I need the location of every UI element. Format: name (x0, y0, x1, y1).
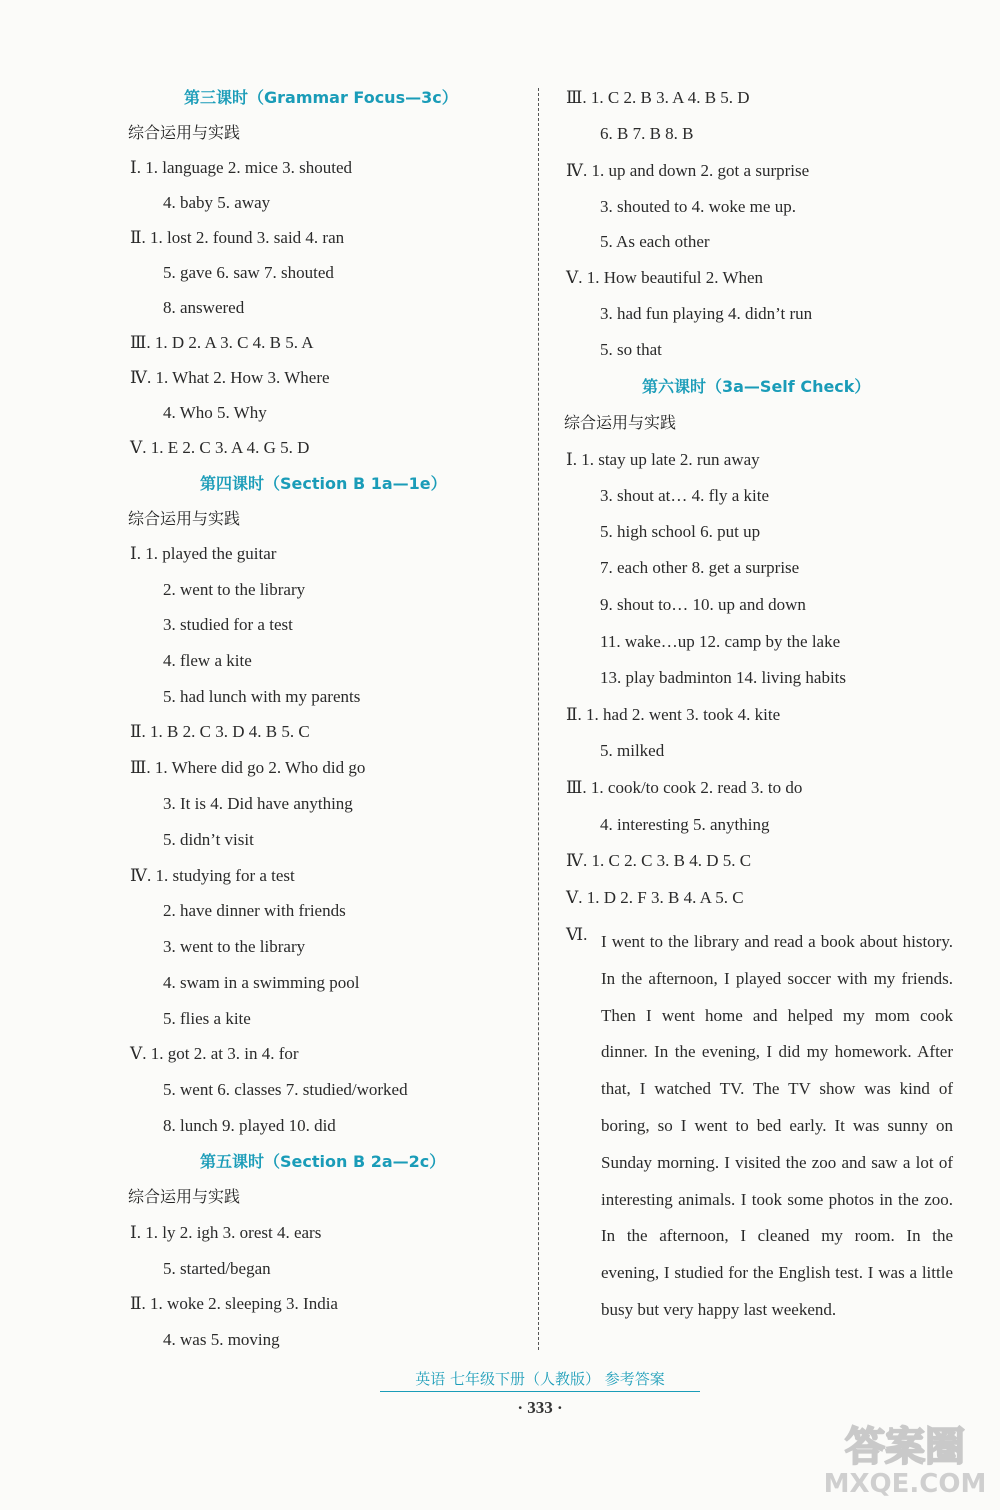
sub-heading: 综合运用与实践 (564, 413, 677, 432)
section-heading: 第六课时（3a—Self Check） (642, 377, 871, 396)
section-heading: 第三课时（Grammar Focus—3c） (184, 88, 458, 107)
watermark-bottom: MXQE.COM (823, 1469, 987, 1499)
answer-line: Ⅲ. 1. D 2. A 3. C 4. B 5. A (130, 333, 314, 352)
answer-line: Ⅵ. (566, 925, 588, 944)
answer-line: Ⅴ. 1. How beautiful 2. When (566, 268, 764, 287)
answer-line: 4. flew a kite (163, 651, 252, 670)
answer-line: 4. was 5. moving (163, 1330, 280, 1349)
answer-line: Ⅳ. 1. C 2. C 3. B 4. D 5. C (566, 851, 752, 870)
section-heading: 第五课时（Section B 2a—2c） (200, 1152, 446, 1171)
answer-line: 11. wake…up 12. camp by the lake (600, 632, 841, 651)
answer-line: 5. flies a kite (163, 1009, 251, 1028)
answer-line: 5. high school 6. put up (600, 522, 761, 541)
answer-line: 5. didn’t visit (163, 830, 254, 849)
footer-caption: 英语 七年级下册（人教版） 参考答案 (380, 1368, 700, 1392)
answer-line: 5. had lunch with my parents (163, 687, 361, 706)
answer-line: 5. so that (600, 340, 662, 359)
answer-line: 3. shout at… 4. fly a kite (600, 486, 770, 505)
answer-line: Ⅴ. 1. E 2. C 3. A 4. G 5. D (130, 438, 310, 457)
page-number: · 333 · (517, 1398, 563, 1417)
answer-line: Ⅴ. 1. got 2. at 3. in 4. for (130, 1044, 299, 1063)
answer-line: Ⅰ. 1. ly 2. igh 3. orest 4. ears (130, 1223, 322, 1242)
answer-line: 3. had fun playing 4. didn’t run (600, 304, 813, 323)
answer-line: 6. B 7. B 8. B (600, 124, 694, 143)
answer-line: 4. swam in a swimming pool (163, 973, 360, 992)
watermark-top: 答案圈 (845, 1424, 965, 1470)
answer-line: 8. lunch 9. played 10. did (163, 1116, 336, 1135)
answer-line: Ⅲ. 1. Where did go 2. Who did go (130, 758, 366, 777)
answer-line: 3. shouted to 4. woke me up. (600, 197, 796, 216)
answer-line: 5. went 6. classes 7. studied/worked (163, 1080, 408, 1099)
answer-line: Ⅱ. 1. woke 2. sleeping 3. India (130, 1294, 338, 1313)
answer-line: 3. went to the library (163, 937, 306, 956)
answer-line: Ⅰ. 1. stay up late 2. run away (566, 450, 760, 469)
answer-line: Ⅱ. 1. B 2. C 3. D 4. B 5. C (130, 722, 310, 741)
answer-line: 7. each other 8. get a surprise (600, 558, 800, 577)
answer-line: 2. went to the library (163, 580, 306, 599)
answer-line: Ⅳ. 1. studying for a test (130, 866, 295, 885)
answer-line: Ⅳ. 1. What 2. How 3. Where (130, 368, 330, 387)
answer-line: Ⅲ. 1. C 2. B 3. A 4. B 5. D (566, 88, 750, 107)
answer-line: Ⅴ. 1. D 2. F 3. B 4. A 5. C (566, 888, 744, 907)
answer-line: Ⅲ. 1. cook/to cook 2. read 3. to do (566, 778, 803, 797)
answer-line: 13. play badminton 14. living habits (600, 668, 847, 687)
sub-heading: 综合运用与实践 (128, 509, 241, 528)
answer-line: 8. answered (163, 298, 245, 317)
answer-line: 5. milked (600, 741, 665, 760)
answer-line: Ⅳ. 1. up and down 2. got a surprise (566, 161, 810, 180)
column-divider (538, 88, 539, 1350)
answer-line: 9. shout to… 10. up and down (600, 595, 806, 614)
sub-heading: 综合运用与实践 (128, 1187, 241, 1206)
watermark-logo (820, 1410, 990, 1500)
answer-line: 2. have dinner with friends (163, 901, 346, 920)
section-heading: 第四课时（Section B 1a—1e） (200, 474, 447, 493)
answer-line: 5. gave 6. saw 7. shouted (163, 263, 334, 282)
answer-line: Ⅰ. 1. language 2. mice 3. shouted (130, 158, 352, 177)
answer-line: 5. As each other (600, 232, 710, 251)
sub-heading: 综合运用与实践 (128, 123, 241, 142)
answer-line: Ⅱ. 1. had 2. went 3. took 4. kite (566, 705, 781, 724)
answer-line: 4. baby 5. away (163, 193, 271, 212)
answer-line: 3. It is 4. Did have anything (163, 794, 353, 813)
answer-line: 4. Who 5. Why (163, 403, 267, 422)
answer-line: 4. interesting 5. anything (600, 815, 770, 834)
answer-line: 5. started/began (163, 1259, 271, 1278)
answer-line: Ⅱ. 1. lost 2. found 3. said 4. ran (130, 228, 345, 247)
essay-paragraph: I went to the library and read a book about history. In the afternoon, I played soccer with my friends. Then I went home and helped my mom cook dinner. In the evening, I did my homework. After that, I watched TV. The TV show was kind of boring, so I went to bed early. It was sunny on Sunday morning. I visited the zoo and saw a lot of interesting animals. I took some photos in the zoo. In the afternoon, I cleaned my room. In the evening, I studied for the English test. I was a little busy but very happy last weekend. (601, 932, 953, 1319)
answer-line: Ⅰ. 1. played the guitar (130, 544, 277, 563)
answer-line: 3. studied for a test (163, 615, 293, 634)
